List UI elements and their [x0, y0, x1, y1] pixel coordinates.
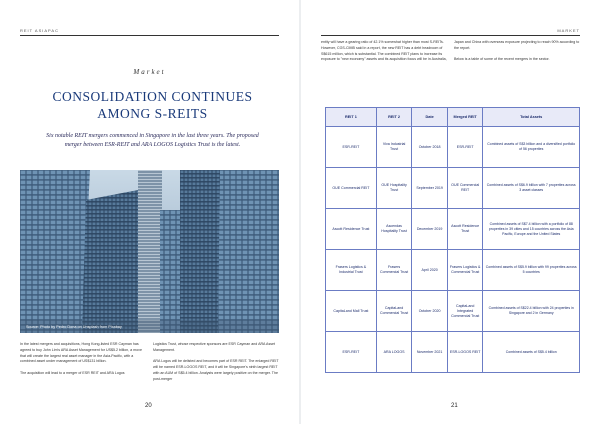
table-cell: November 2021 [412, 332, 448, 373]
table-row [326, 168, 580, 209]
body-column-2 [153, 342, 279, 383]
body-text: entity will have a gearing ratio of 42.1% somewhat higher than most S-REITs. However, CGS-CIMB said in a report, the new REIT has a debt headroom of S$615 million, which is substantial. The combined REIT plans to increase its exposure to "new economy" assets and its acquisition focus will be in Australia, [321, 40, 447, 62]
skyscrapers-illustration [20, 170, 279, 333]
table-cell: CapitaLand Mall Trust [326, 291, 377, 332]
section-label: Market [133, 68, 166, 76]
table-cell: OUE Hospitality Trust [376, 168, 412, 209]
table-cell: Combined assets of S$3 billion and a diversified portfolio of 56 properties [483, 127, 580, 168]
table-cell: ESR-REIT [326, 332, 377, 373]
body-text: In the latest mergers and acquisitions, Hong Kong-listed ESR Cayman has agreed to buy John Lim's ARA Asset Management for US$5.2 billion, a move that will create the largest real asset manager in the Asia-Pacific, with a combined asset under management of US$131 billion. The acquisition will lead to a merger of ESR REIT and ARA Logos [20, 342, 142, 375]
column-header: Merged REIT [447, 108, 483, 127]
table-cell: CapitaLand Integrated Commercial Trust [447, 291, 483, 332]
column-header: Total Assets [483, 108, 580, 127]
body-text: Logistics Trust, whose respective sponsors are ESR Cayman and ARA Asset Management. ARA Logos will be delisted and becomes part of ESR REIT. The enlarged REIT will be named ESR-LOGOS REIT, and it will be Singapore's ninth largest REIT with an AUM of S$5.4 billion. Analysts were largely positive on the merger. The post-merger [153, 342, 279, 381]
body-column-1 [20, 342, 145, 377]
table-cell: October 2018 [412, 127, 448, 168]
table-cell: Combined assets of S$7.4 billion with a portfolio of 88 properties in 39 cities and 15 countries across the Asia Pacific, Europe and the United States [483, 209, 580, 250]
table-row [326, 127, 580, 168]
headline-line: AMONG S-REITS [97, 106, 208, 121]
page-number: 20 [145, 403, 152, 409]
photo-caption: Source: Photo by Pedro Dona on Unsplash from Pixabay [26, 325, 122, 329]
column-header: REIT 2 [376, 108, 412, 127]
table-cell: December 2019 [412, 209, 448, 250]
table-cell: Combined assets of S$5.4 billion [483, 332, 580, 373]
table-row [326, 250, 580, 291]
table-cell: CapitaLand Commercial Trust [376, 291, 412, 332]
table-cell: Combined assets of S$5.9 billion with 99 properties across 5 countries [483, 250, 580, 291]
table-header-row [326, 108, 580, 127]
body-text: Japan and China with overseas exposure projecting to reach 90% according to the report. Below is a table of some of the recent mergers in the sector. [454, 40, 580, 62]
header-rule [20, 35, 279, 36]
table-cell: April 2020 [412, 250, 448, 291]
table-row [326, 332, 580, 373]
right-page [301, 0, 600, 424]
table-cell: October 2020 [412, 291, 448, 332]
table-cell: Ascott Residence Trust [447, 209, 483, 250]
table-cell: Combined assets of S$6.9 billion with 7 properties across 3 asset classes [483, 168, 580, 209]
table-cell: Ascott Residence Trust [326, 209, 377, 250]
table-cell: Ascendas Hospitality Trust [376, 209, 412, 250]
left-page [0, 0, 299, 424]
headline-line: CONSOLIDATION CONTINUES [52, 89, 253, 104]
body-column-2 [454, 40, 580, 63]
running-head: REIT ASIAPAC [20, 28, 59, 33]
header-rule [321, 35, 580, 36]
table-cell: Combined assets of S$22.4 billion with 24 properties in Singapore and 2 in Germany [483, 291, 580, 332]
article-photo [20, 170, 279, 333]
mergers-table [325, 107, 580, 373]
table-cell: Frasers Logistics & Commercial Trust [447, 250, 483, 291]
table-cell: ESR-REIT [326, 127, 377, 168]
table-cell: Viva Industrial Trust [376, 127, 412, 168]
headline [20, 88, 285, 122]
standfirst: Six notable REIT mergers commenced in Singapore in the last three years. The proposed merger between ESR-REIT and ARA LOGOS Logistics Trust is the latest. [46, 133, 259, 148]
table-row [326, 209, 580, 250]
table-cell: ARA LOGOS [376, 332, 412, 373]
table-cell: Frasers Commercial Trust [376, 250, 412, 291]
table-cell: ESR-REIT [447, 127, 483, 168]
table-cell: OUE Commercial REIT [326, 168, 377, 209]
table-cell: Frasers Logistics & Industrial Trust [326, 250, 377, 291]
body-column-1 [321, 40, 447, 63]
table-cell: September 2019 [412, 168, 448, 209]
table-cell: OUE Commercial REIT [447, 168, 483, 209]
table-cell: ESR-LOGOS REIT [447, 332, 483, 373]
column-header: Date [412, 108, 448, 127]
column-header: REIT 1 [326, 108, 377, 127]
page-number: 21 [451, 403, 458, 409]
table-row [326, 291, 580, 332]
running-head: MARKET [557, 28, 580, 33]
